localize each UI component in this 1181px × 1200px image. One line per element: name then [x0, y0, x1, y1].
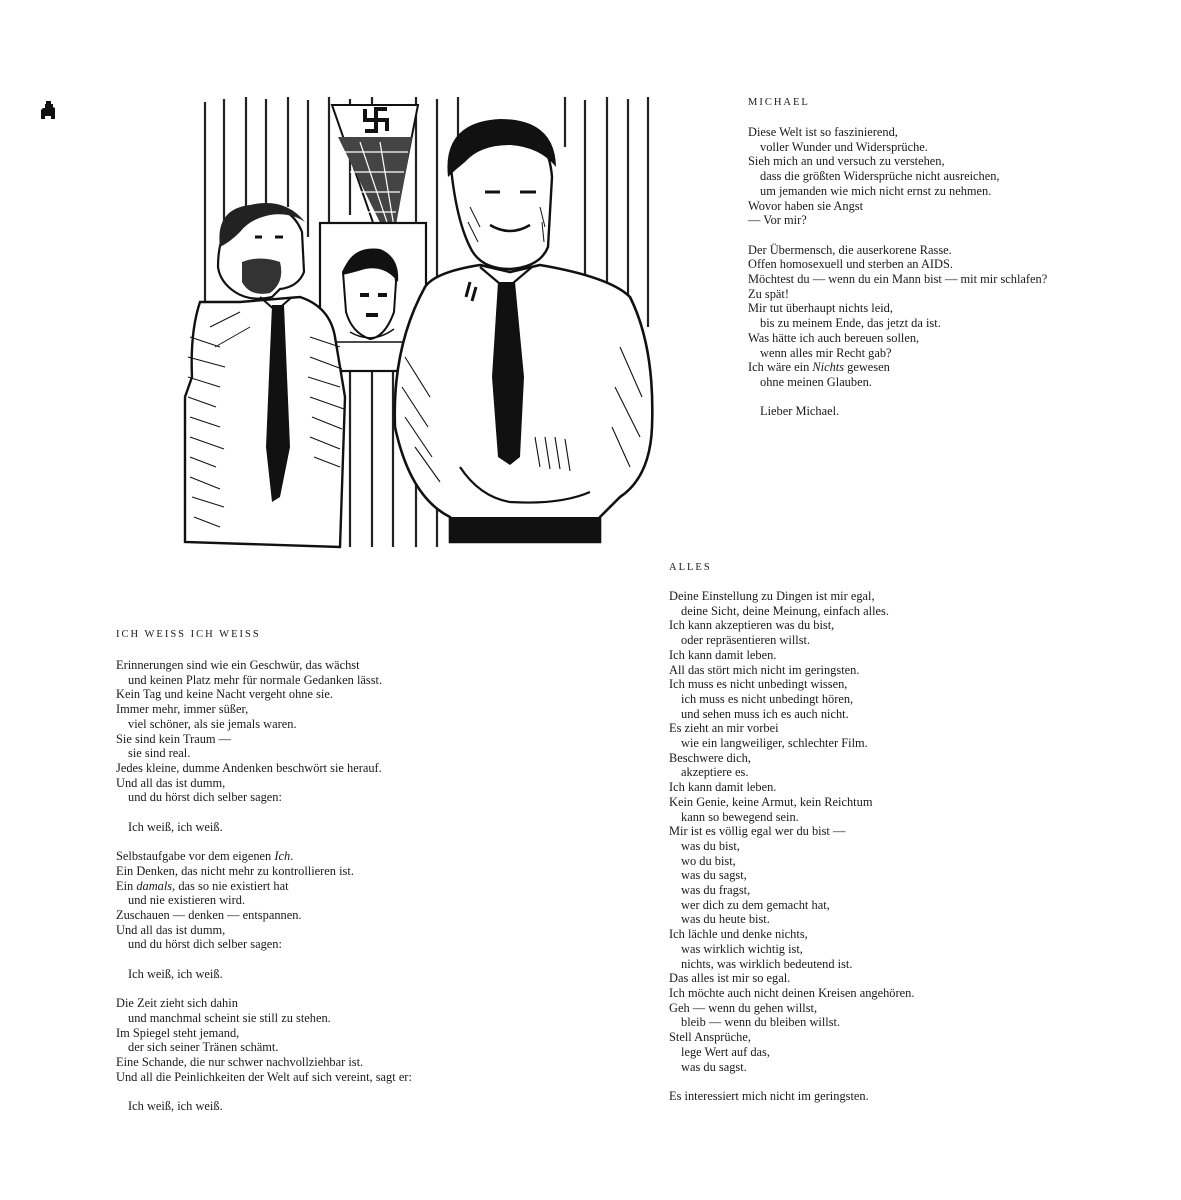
poem-line: was du sagst.: [681, 1059, 747, 1074]
poem-line: Mir ist es völlig egal wer du bist —: [669, 824, 846, 839]
poem-line: was du heute bist.: [681, 912, 770, 927]
poem-line: Und all die Peinlichkeiten der Welt auf sich vereint, sagt er:: [116, 1069, 412, 1084]
poem-line: Stell Ansprüche,: [669, 1030, 751, 1045]
stanza-break: [748, 228, 1047, 243]
poem-line: Die Zeit zieht sich dahin: [116, 996, 238, 1011]
poem-line: Und all das ist dumm,: [116, 775, 226, 790]
poem-line: was du fragst,: [681, 883, 751, 898]
stanza-break: [116, 952, 412, 967]
poem-line: Es zieht an mir vorbei: [669, 721, 779, 736]
poem-line: was du bist,: [681, 838, 740, 853]
poem-line: Geh — wenn du gehen willst,: [669, 1000, 818, 1015]
poem-line: Ich weiß, ich weiß.: [128, 819, 223, 834]
poem-line: wenn alles mir Recht gab?: [760, 345, 892, 360]
poem-line: ich muss es nicht unbedingt hören,: [681, 691, 854, 706]
poem-line: viel schöner, als sie jemals waren.: [128, 716, 297, 731]
poem-line: Lieber Michael.: [760, 404, 840, 419]
poem-line: Jedes kleine, dumme Andenken beschwört sie herauf.: [116, 760, 382, 775]
poem-line: und du hörst dich selber sagen:: [128, 937, 282, 952]
poem-line: Und all das ist dumm,: [116, 922, 226, 937]
poem-line: Ich lächle und denke nichts,: [669, 927, 808, 942]
poem-line: wer dich zu dem gemacht hat,: [681, 897, 830, 912]
poem-line: bleib — wenn du bleiben willst.: [681, 1015, 841, 1030]
poem-line: Ich wäre ein Nichts gewesen: [748, 360, 890, 375]
poem-line: Zuschauen — denken — entspannen.: [116, 907, 302, 922]
alles-poem: [669, 589, 914, 1104]
poem-line: bis zu meinem Ende, das jetzt da ist.: [760, 316, 941, 331]
stanza-break: [748, 390, 1047, 405]
poem-line: wo du bist,: [681, 853, 736, 868]
poem-line: Offen homosexuell und sterben an AIDS.: [748, 257, 953, 272]
poem-line: Es interessiert mich nicht im geringsten.: [669, 1088, 869, 1103]
poem-line: Ein Denken, das nicht mehr zu kontrollieren ist.: [116, 863, 354, 878]
poem-line: Deine Einstellung zu Dingen ist mir egal,: [669, 589, 875, 603]
stanza-break: [669, 1074, 914, 1089]
poem-line: akzeptiere es.: [681, 765, 749, 780]
ornament-icon: [40, 101, 56, 120]
poem-line: was du sagst,: [681, 868, 747, 883]
poem-line: und manchmal scheint sie still zu stehen.: [128, 1010, 331, 1025]
poem-line: nichts, was wirklich bedeutend ist.: [681, 956, 853, 971]
poem-line: Der Übermensch, die auserkorene Rasse.: [748, 242, 952, 257]
poem-line: Ich kann akzeptieren was du bist,: [669, 618, 835, 633]
poem-line: Sieh mich an und versuch zu verstehen,: [748, 154, 945, 169]
poem-line: um jemanden wie mich nicht ernst zu nehmen.: [760, 183, 992, 198]
poem-line: All das stört mich nicht im geringsten.: [669, 662, 860, 677]
poem-line: Kein Genie, keine Armut, kein Reichtum: [669, 794, 873, 809]
poem-line: Wovor haben sie Angst: [748, 198, 864, 213]
michael-poem: [748, 125, 1047, 419]
poem-line: Was hätte ich auch bereuen sollen,: [748, 330, 920, 345]
poem-line: sie sind real.: [128, 746, 191, 761]
stanza-break: [116, 1084, 412, 1099]
poem-line: — Vor mir?: [748, 213, 807, 228]
poem-line: Ich weiß, ich weiß.: [128, 1099, 223, 1114]
poem-line: ohne meinen Glauben.: [760, 374, 872, 389]
poem-line: deine Sicht, deine Meinung, einfach alles.: [681, 603, 889, 618]
illustration-icon: [180, 97, 655, 553]
poem-line: und nie existieren wird.: [128, 893, 246, 908]
poem-line: oder repräsentieren willst.: [681, 633, 811, 648]
stanza-break: [116, 805, 412, 820]
poem-line: und du hörst dich selber sagen:: [128, 790, 282, 805]
poem-line: Ich kann damit leben.: [669, 780, 777, 795]
poem-line: lege Wert auf das,: [681, 1044, 770, 1059]
alles-title: ALLES: [669, 562, 712, 573]
poem-line: kann so bewegend sein.: [681, 809, 799, 824]
poem-line: der sich seiner Tränen schämt.: [128, 1040, 279, 1055]
poem-line: Zu spät!: [748, 286, 789, 301]
poem-line: voller Wunder und Widersprüche.: [760, 139, 928, 154]
poem-line: Beschwere dich,: [669, 750, 751, 765]
poem-line: Immer mehr, immer süßer,: [116, 702, 249, 717]
poem-line: Ich muss es nicht unbedingt wissen,: [669, 677, 848, 692]
poem-line: Im Spiegel steht jemand,: [116, 1025, 240, 1040]
poem-line: dass die größten Widersprüche nicht ausreichen,: [760, 169, 1000, 184]
ich-weiss-title: ICH WEISS ICH WEISS: [116, 629, 261, 640]
poem-line: Erinnerungen sind wie ein Geschwür, das wächst: [116, 658, 360, 672]
stanza-break: [116, 834, 412, 849]
poem-line: Sie sind kein Traum —: [116, 731, 232, 746]
poem-line: Ich möchte auch nicht deinen Kreisen angehören.: [669, 985, 915, 1000]
poem-line: Mir tut überhaupt nichts leid,: [748, 301, 893, 316]
poem-line: Möchtest du — wenn du ein Mann bist — mit mir schlafen?: [748, 272, 1048, 287]
poem-line: Ich kann damit leben.: [669, 647, 777, 662]
poem-line: Eine Schande, die nur schwer nachvollziehbar ist.: [116, 1054, 364, 1069]
poem-line: Ein damals, das so nie existiert hat: [116, 878, 289, 893]
poem-line: und keinen Platz mehr für normale Gedanken lässt.: [128, 672, 383, 687]
poem-line: Diese Welt ist so faszinierend,: [748, 125, 898, 139]
poem-line: Ich weiß, ich weiß.: [128, 966, 223, 981]
stanza-break: [116, 981, 412, 996]
poem-line: Kein Tag und keine Nacht vergeht ohne sie.: [116, 687, 333, 702]
poem-line: wie ein langweiliger, schlechter Film.: [681, 736, 868, 751]
michael-title: MICHAEL: [748, 97, 810, 108]
poem-line: Selbstaufgabe vor dem eigenen Ich.: [116, 849, 294, 864]
poem-line: Das alles ist mir so egal.: [669, 971, 791, 986]
poem-line: und sehen muss ich es auch nicht.: [681, 706, 849, 721]
ich-weiss-poem: [116, 658, 412, 1114]
poem-line: was wirklich wichtig ist,: [681, 941, 803, 956]
